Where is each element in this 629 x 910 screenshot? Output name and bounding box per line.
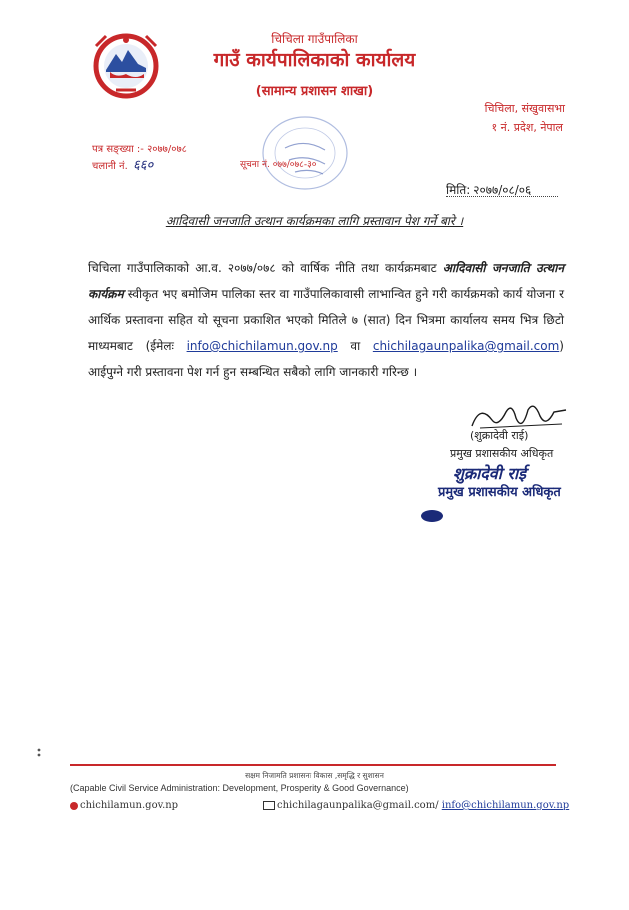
web-icon xyxy=(70,802,78,810)
location-line-2: १ नं. प्रदेश, नेपाल xyxy=(491,121,563,134)
program-name: आदिवासी जनजाति उत्थान कार्यक्रम xyxy=(88,261,564,301)
footer-info-email[interactable]: info@chichilamun.gov.np xyxy=(441,800,570,811)
dispatch-label: चलानी नं. xyxy=(92,161,128,172)
body-text-3: ) आईपुग्ने गरी प्रस्तावना पेश गर्न हुन सम्बन्धित सबैको लागि जानकारी गरिन्छ । xyxy=(88,339,564,379)
footer-gmail[interactable]: chichilagaunpalika@gmail.com/ xyxy=(277,800,439,811)
email-info-link[interactable]: info@chichilamun.gov.np xyxy=(186,339,338,353)
email-icon xyxy=(263,801,275,810)
date-underline xyxy=(446,196,558,197)
footer-motto-nepali: सक्षम निजामति प्रशासनः विकास ,समृद्धि र सुशासन xyxy=(245,771,384,780)
letter-number: पत्र सङ्ख्या :- २०७७/०७८ xyxy=(92,144,187,155)
body-conjunction: वा xyxy=(337,339,373,353)
stamp-title: प्रमुख प्रशासकीय अधिकृत xyxy=(438,485,561,500)
body-paragraph xyxy=(88,255,564,385)
dispatch-number xyxy=(92,155,153,173)
subject-line: आदिवासी जनजाति उत्थान कार्यक्रमका लागि प्रस्तावान पेश गर्ने बारे । xyxy=(165,214,464,228)
section-name: (सामान्य प्रशासन शाखा) xyxy=(255,84,374,99)
footer-motto-english: (Capable Civil Service Administration: Development, Prosperity & Good Governance) xyxy=(70,783,409,793)
ink-blot xyxy=(420,509,444,523)
dispatch-value: ६६० xyxy=(132,158,154,173)
date-label: मिति: xyxy=(446,183,471,197)
email-gmail-link[interactable]: chichilagaunpalika@gmail.com xyxy=(372,339,560,353)
office-seal-stamp xyxy=(255,108,355,198)
date-value: २०७७/०८/०६ xyxy=(473,183,532,197)
margin-mark xyxy=(36,748,42,758)
location-line-1: चिचिला, संखुवासभा xyxy=(484,102,565,115)
office-title: गाउँ कार्यपालिकाको कार्यालय xyxy=(213,49,416,71)
stamp-name: शुक्रादेवी राई xyxy=(453,464,526,483)
footer-emails xyxy=(263,800,569,811)
website-text[interactable]: chichilamun.gov.np xyxy=(80,800,179,811)
signatory-name: (शुक्रादेवी राई) xyxy=(470,429,529,442)
body-text-2: स्वीकृत भए बमोजिम पालिका स्तर वा गाउँपालिकावासी लाभान्वित हुने गरी कार्यक्रमको कार्य योजना र आर्थिक प्रस्तावना सहित यो सूचना प्रकाशित भएको मितिले ७ (सात) दिन भित्रमा कार्यालय समय भित्र छिटो माध्यमबाट (ईमेलः xyxy=(88,287,564,353)
footer-rule xyxy=(70,764,556,766)
signatory-title: प्रमुख प्रशासकीय अधिकृत xyxy=(450,447,554,460)
body-text-1: चिचिला गाउँपालिकाको आ.व. २०७७/०७८ को वार्षिक नीति तथा कार्यक्रमबाट xyxy=(88,261,443,275)
office-name: चिचिला गाउँपालिका xyxy=(271,32,358,46)
footer-website xyxy=(70,800,178,811)
notice-number: सूचना नं. ०७७/०७८-३० xyxy=(240,160,317,170)
